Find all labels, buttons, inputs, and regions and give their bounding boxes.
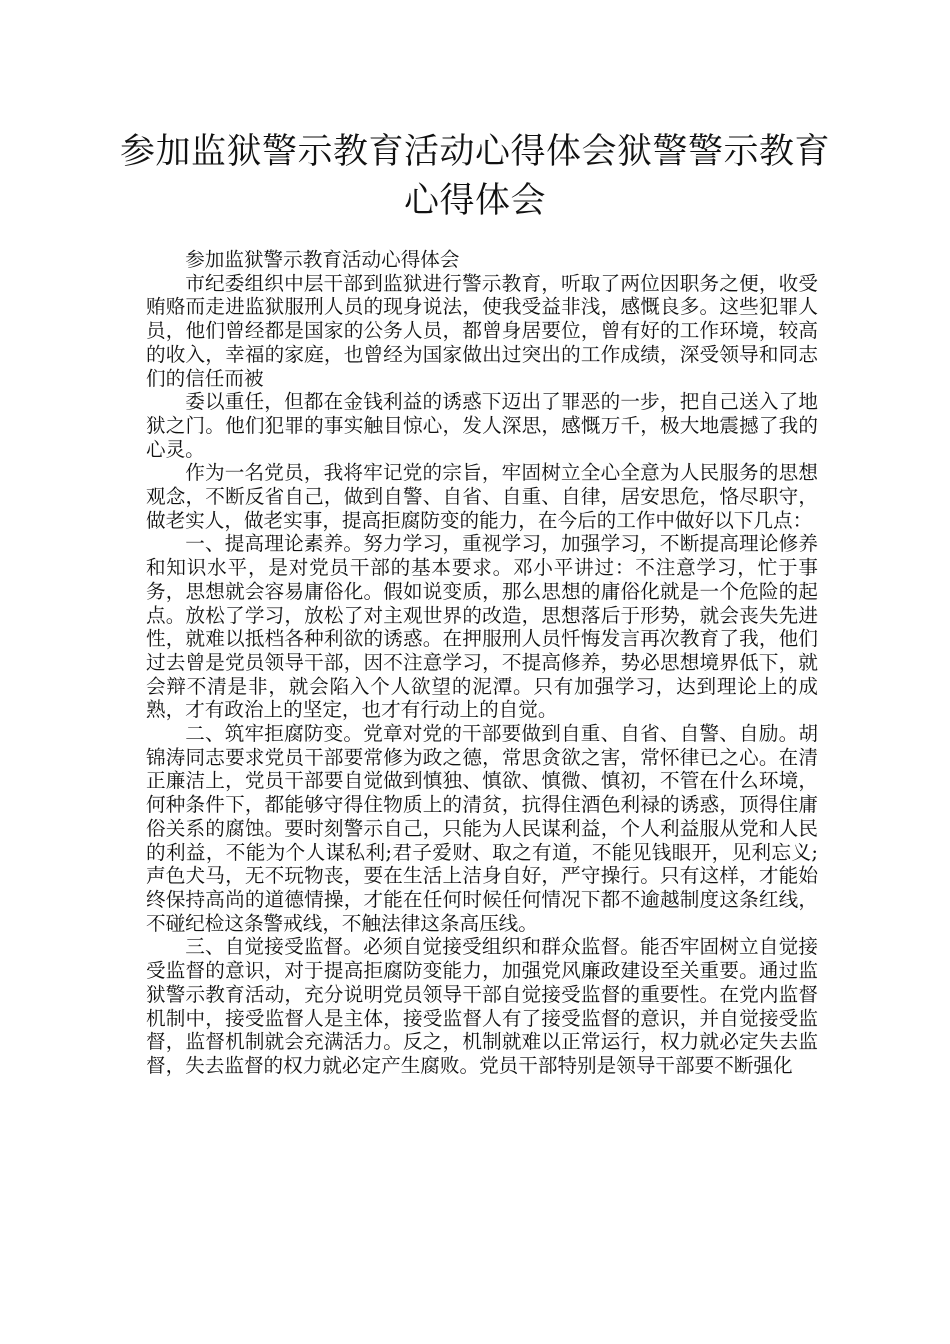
document-title: 参加监狱警示教育活动心得体会狱警警示教育心得体会: [120, 132, 831, 221]
body-paragraph: 二、筑牢拒腐防变。党章对党的干部要做到自重、自省、自警、自励。胡锦涛同志要求党员干部要常修为政之德，常思贪欲之害，常怀律已之心。在清正廉洁上，党员干部要自觉做到慎独、慎欲、慎微、慎初，不管在什么环境，何种条件下，都能够守得住物质上的清贫，抗得住酒色利禄的诱惑，顶得住庸俗关系的腐蚀。要时刻警示自己，只能为人民谋利益，个人利益服从党和人民的利益，不能为个人谋私利;君子爱财、取之有道，不能见钱眼开，见利忘义;声色犬马，无不玩物丧，要在生活上洁身自好，严守操行。只有这样，才能始终保持高尚的道德情操，才能在任何时候任何情况下都不逾越制度这条红线，不碰纪检这条警戒线，不触法律这条高压线。: [146, 722, 818, 935]
document-body: [146, 248, 818, 1078]
body-paragraph: 一、提高理论素养。努力学习，重视学习，加强学习，不断提高理论修养和知识水平，是对党员干部的基本要求。邓小平讲过：不注意学习，忙于事务，思想就会容易庸俗化。假如说变质，那么思想的庸俗化就是一个危险的起点。放松了学习，放松了对主观世界的改造，思想落后于形势，就会丧失先进性，就难以抵档各种利欲的诱惑。在押服刑人员忏悔发言再次教育了我，他们过去曾是党员领导干部，因不注意学习，不提高修养，势必思想境界低下，就会辩不清是非，就会陷入个人欲望的泥潭。只有加强学习，达到理论上的成熟，才有政治上的坚定，也才有行动上的自觉。: [146, 532, 818, 722]
body-paragraph: 委以重任，但都在金钱利益的诱惑下迈出了罪恶的一步，把自己送入了地狱之门。他们犯罪的事实触目惊心，发人深思，感慨万千，极大地震撼了我的心灵。: [146, 390, 818, 461]
body-paragraph: 作为一名党员，我将牢记党的宗旨，牢固树立全心全意为人民服务的思想观念，不断反省自己，做到自警、自省、自重、自律，居安思危，恪尽职守，做老实人，做老实事，提高拒腐防变的能力，在今后的工作中做好以下几点：: [146, 461, 818, 532]
body-paragraph: 三、自觉接受监督。必须自觉接受组织和群众监督。能否牢固树立自觉接受监督的意识，对于提高拒腐防变能力，加强党风廉政建设至关重要。通过监狱警示教育活动，充分说明党员领导干部自觉接受监督的重要性。在党内监督机制中，接受监督人是主体，接受监督人有了接受监督的意识，并自觉接受监督，监督机制就会充满活力。反之，机制就难以正常运行，权力就必定失去监督，失去监督的权力就必定产生腐败。党员干部特别是领导干部要不断强化: [146, 935, 818, 1077]
subtitle-paragraph: 参加监狱警示教育活动心得体会: [185, 248, 460, 271]
body-paragraph: 市纪委组织中层干部到监狱进行警示教育，听取了两位因职务之便，收受贿赂而走进监狱服刑人员的现身说法，使我受益非浅，感慨良多。这些犯罪人员，他们曾经都是国家的公务人员，都曾身居要位，曾有好的工作环境，较高的收入，幸福的家庭，也曾经为国家做出过突出的工作成绩，深受领导和同志们的信任而被: [146, 271, 818, 390]
